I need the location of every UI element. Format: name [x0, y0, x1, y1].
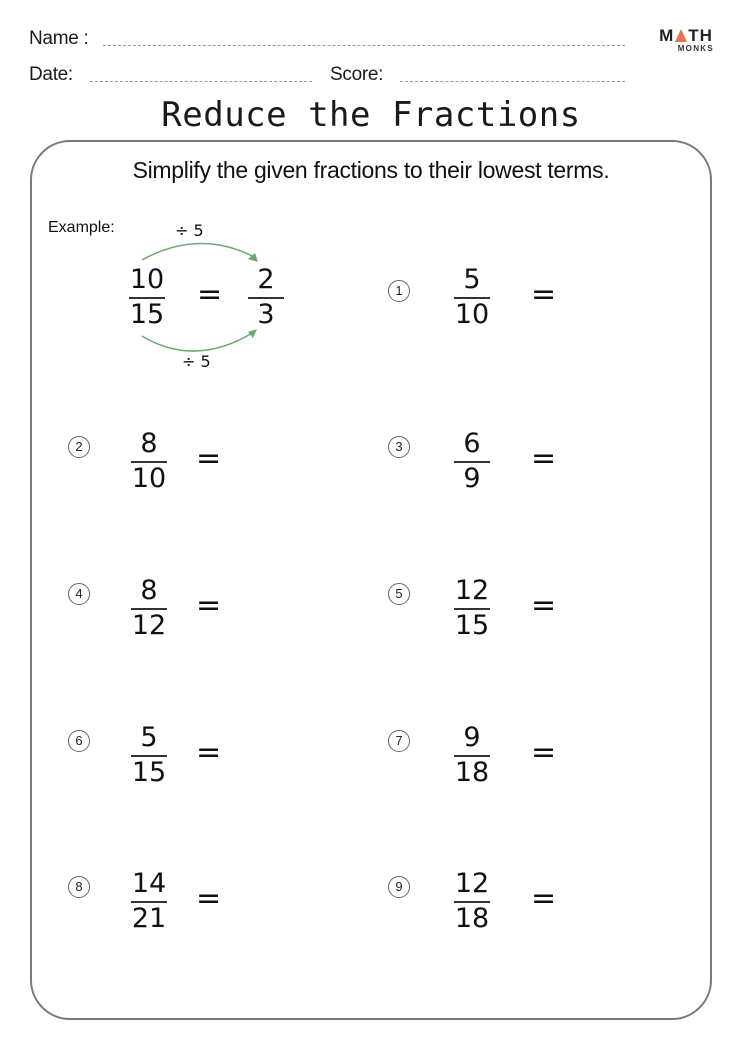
score-field[interactable] — [400, 81, 625, 82]
problem-equals-7: = — [531, 735, 557, 770]
example-fraction-to — [244, 265, 288, 330]
numerator: 12 — [454, 868, 490, 899]
problem-number-7: 7 — [388, 730, 410, 752]
denominator: 10 — [454, 299, 490, 330]
math-monks-logo — [654, 27, 718, 54]
arrow-top-icon — [142, 243, 258, 262]
problem-equals-5: = — [531, 588, 557, 623]
denominator: 12 — [131, 610, 167, 641]
denominator: 3 — [257, 299, 275, 330]
problem-equals-1: = — [531, 277, 557, 312]
name-field[interactable] — [103, 45, 625, 46]
numerator: 12 — [454, 575, 490, 606]
problem-equals-6: = — [196, 735, 222, 770]
denominator: 18 — [454, 903, 490, 934]
denominator: 15 — [129, 299, 165, 330]
logo-m: M — [659, 26, 675, 45]
numerator: 14 — [131, 868, 167, 899]
instructions: Simplify the given fractions to their lowest terms. — [132, 157, 610, 183]
problem-number-6: 6 — [68, 730, 90, 752]
denominator: 15 — [131, 757, 167, 788]
triangle-icon — [675, 29, 687, 42]
example-equals: = — [197, 277, 223, 312]
problem-fraction-5 — [450, 576, 494, 641]
numerator: 9 — [463, 722, 481, 753]
numerator: 6 — [463, 428, 481, 459]
problem-number-5: 5 — [388, 583, 410, 605]
date-label: Date: — [29, 64, 73, 85]
problem-fraction-2 — [127, 429, 171, 494]
denominator: 18 — [454, 757, 490, 788]
page-title: Reduce the Fractions — [161, 95, 581, 135]
example-top-operation: ÷ 5 — [175, 221, 204, 240]
problem-number-2: 2 — [68, 436, 90, 458]
logo-monks: MONKS — [677, 44, 714, 53]
example-bottom-operation: ÷ 5 — [182, 352, 211, 371]
problem-equals-2: = — [196, 441, 222, 476]
problem-equals-3: = — [531, 441, 557, 476]
denominator: 9 — [463, 463, 481, 494]
example-label: Example: — [48, 219, 115, 236]
problem-number-4: 4 — [68, 583, 90, 605]
problem-number-9: 9 — [388, 876, 410, 898]
denominator: 21 — [131, 903, 167, 934]
arrow-bottom-icon — [142, 329, 257, 351]
problem-equals-9: = — [531, 881, 557, 916]
denominator: 10 — [131, 463, 167, 494]
problem-fraction-3 — [450, 429, 494, 494]
example-fraction-from — [125, 265, 169, 330]
numerator: 5 — [140, 722, 158, 753]
date-field[interactable] — [90, 81, 312, 82]
numerator: 8 — [140, 428, 158, 459]
denominator: 15 — [454, 610, 490, 641]
problem-fraction-8 — [127, 869, 171, 934]
numerator: 10 — [129, 264, 165, 295]
problem-equals-8: = — [196, 881, 222, 916]
problem-number-3: 3 — [388, 436, 410, 458]
problem-number-1: 1 — [388, 280, 410, 302]
numerator: 8 — [140, 575, 158, 606]
numerator: 2 — [257, 264, 275, 295]
problem-fraction-4 — [127, 576, 171, 641]
problem-number-8: 8 — [68, 876, 90, 898]
problem-fraction-7 — [450, 723, 494, 788]
problem-fraction-1 — [450, 265, 494, 330]
score-label: Score: — [330, 64, 384, 85]
name-label: Name : — [29, 28, 89, 49]
problem-equals-4: = — [196, 588, 222, 623]
numerator: 5 — [463, 264, 481, 295]
logo-th: TH — [688, 26, 713, 45]
problem-fraction-9 — [450, 869, 494, 934]
problem-fraction-6 — [127, 723, 171, 788]
